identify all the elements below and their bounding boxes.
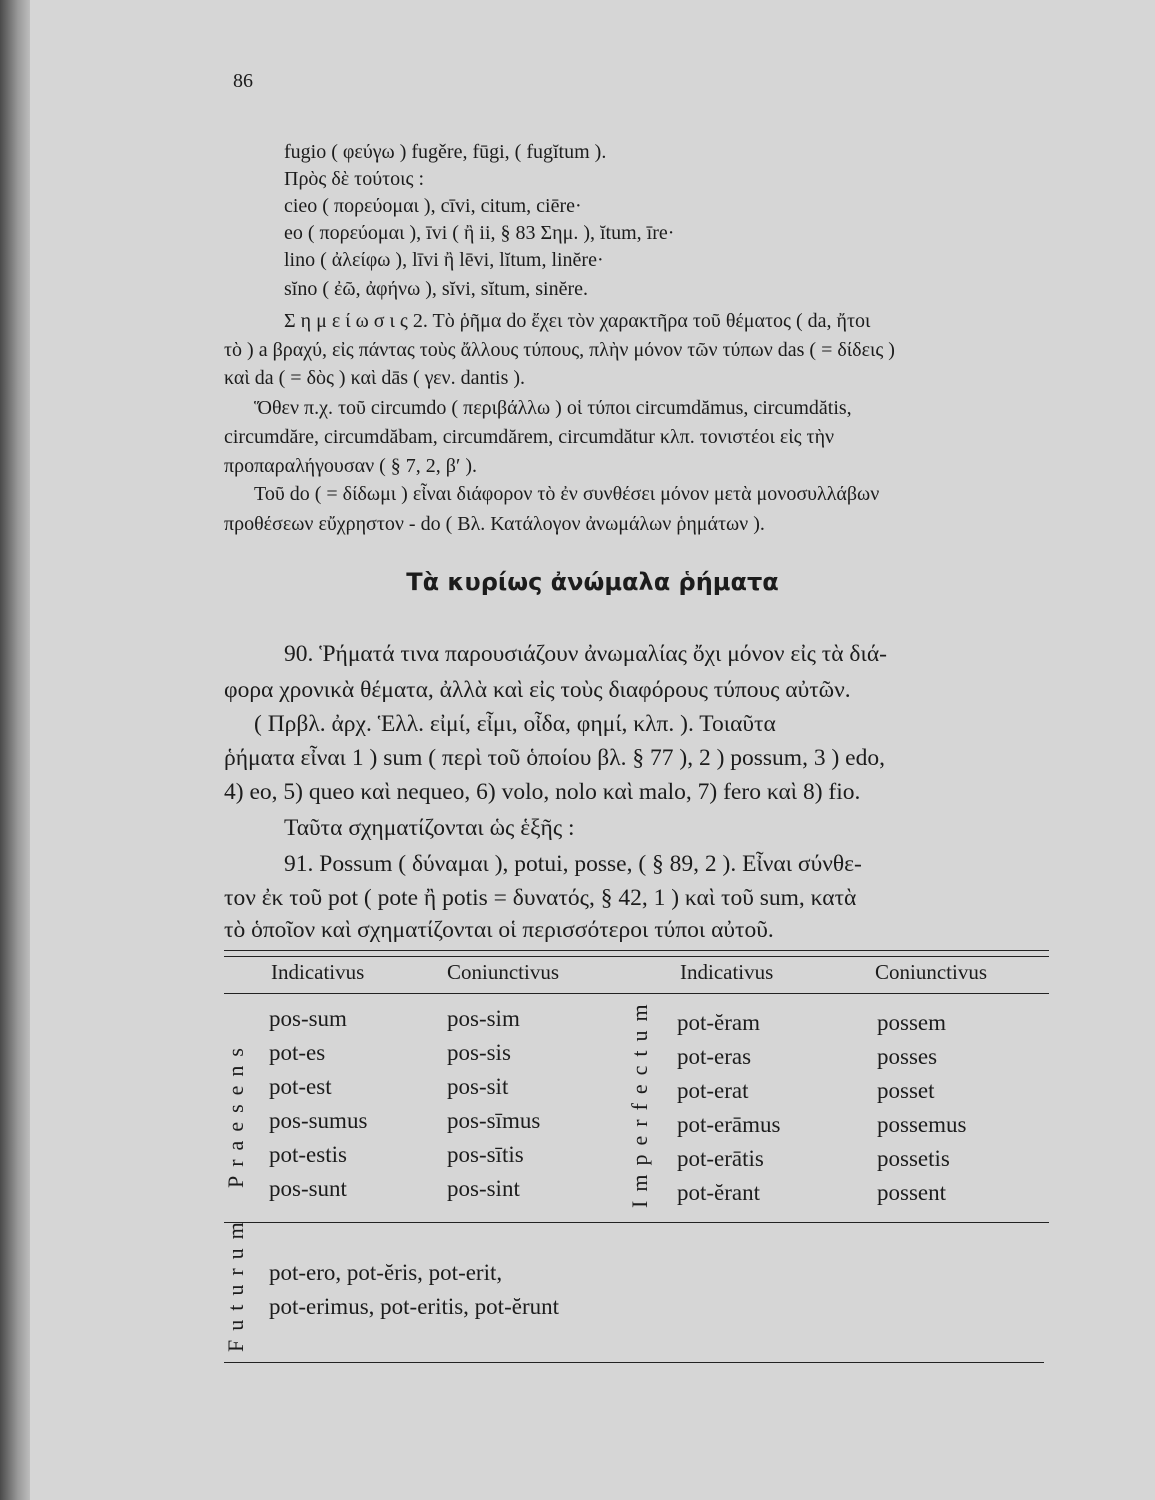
tense-label-imperfectum: Imperfectum xyxy=(627,995,652,1208)
tense-label-praesens: Praesens xyxy=(223,1039,248,1188)
paragraph-line: τὸ ὁποῖον καὶ σχηματίζονται οἱ περισσότεροι τύποι αὐτοῦ. xyxy=(224,917,774,943)
text-line: sĭno ( ἐῶ, ἀφήνω ), sĭvi, sĭtum, sinĕre. xyxy=(284,278,589,300)
note-line: circumdăre, circumdăbam, circumdărem, circumdătur κλπ. τονιστέοι εἰς τὴν xyxy=(224,426,835,448)
table-cell: possemus xyxy=(877,1112,967,1137)
table-cell: pos-sis xyxy=(447,1040,511,1065)
table-cell: pot-es xyxy=(269,1040,326,1065)
table-cell: pot-erāmus xyxy=(677,1112,781,1137)
paragraph-line: ( Πρβλ. ἀρχ. Ἑλλ. εἰμί, εἶμι, οἶδα, φημί, κλπ. ). Τοιαῦτα xyxy=(254,711,776,737)
paragraph-line: Ταῦτα σχηματίζονται ὡς ἑξῆς : xyxy=(284,815,575,841)
table-cell: possem xyxy=(877,1010,946,1035)
table-cell: pot-ĕram xyxy=(677,1010,761,1035)
table-rule-bottom xyxy=(224,1362,1044,1363)
note-line: τὸ ) a βραχύ, εἰς πάντας τοὺς ἄλλους τύπους, πλὴν μόνον τῶν τύπων das ( = δίδεις ) xyxy=(224,339,895,361)
table-cell: pos-sim xyxy=(447,1006,520,1031)
table-cell: pos-sītis xyxy=(447,1142,524,1167)
table-cell: posses xyxy=(877,1044,938,1069)
table-cell: pos-sum xyxy=(269,1006,347,1031)
table-cell: possent xyxy=(877,1180,946,1205)
text-line: cieo ( πορεύομαι ), cīvi, citum, ciēre· xyxy=(284,195,582,217)
table-rule-top xyxy=(224,950,1049,951)
section-heading: Τὰ κυρίως ἀνώμαλα ῥήματα xyxy=(406,568,779,596)
table-cell: pos-sint xyxy=(447,1176,520,1201)
tense-label-futurum: Futurum xyxy=(223,1213,248,1352)
paragraph-line: φορα χρονικὰ θέματα, ἀλλὰ καὶ εἰς τοὺς διαφόρους τύπους αὐτῶν. xyxy=(224,677,851,703)
book-page xyxy=(30,0,1155,1500)
note-line: Ὅθεν π.χ. τοῦ circumdo ( περιβάλλω ) οἱ τύποι circumdămus, circumdătis, xyxy=(254,397,852,419)
text-line: eo ( πορεύομαι ), īvi ( ἢ ii, § 83 Σημ. ), ĭtum, īre· xyxy=(284,222,675,244)
paragraph-line: τον ἐκ τοῦ pot ( pote ἢ potis = δυνατός, § 42, 1 ) καὶ τοῦ sum, κατὰ xyxy=(224,885,857,911)
paragraph-line: ῥήματα εἶναι 1 ) sum ( περὶ τοῦ ὁποίου βλ. § 77 ), 2 ) possum, 3 ) edo, xyxy=(224,745,885,771)
table-rule-top-double xyxy=(224,956,1049,957)
note-line: Σ η μ ε ί ω σ ι ς 2. Τὸ ῥῆμα do ἔχει τὸν χαρακτῆρα τοῦ θέματος ( da, ἤτοι xyxy=(284,310,871,332)
note-line: προπαραλήγουσαν ( § 7, 2, β′ ). xyxy=(224,455,478,477)
table-cell: pos-sīmus xyxy=(447,1108,541,1133)
header-coniunctivus: Coniunctivus xyxy=(875,960,988,984)
table-cell: pot-est xyxy=(269,1074,332,1099)
futurum-line: pot-ero, pot-ĕris, pot-erit, xyxy=(269,1260,503,1285)
header-coniunctivus: Coniunctivus xyxy=(447,960,560,984)
text-line: Πρὸς δὲ τούτοις : xyxy=(284,168,424,190)
note-line: προθέσεων εὔχρηστον - do ( Βλ. Κατάλογον ἀνωμάλων ῥημάτων ). xyxy=(224,513,765,535)
book-spine-shadow xyxy=(0,0,30,1500)
header-indicativus: Indicativus xyxy=(680,960,774,984)
table-cell: pot-erātis xyxy=(677,1146,764,1171)
text-line: lino ( ἀλείφω ), līvi ἢ lēvi, lĭtum, linĕre· xyxy=(284,249,604,271)
table-cell: pos-sunt xyxy=(269,1176,347,1201)
futurum-line: pot-erimus, pot-eritis, pot-ĕrunt xyxy=(269,1294,559,1319)
table-cell: pos-sumus xyxy=(269,1108,368,1133)
table-cell: posset xyxy=(877,1078,935,1103)
paragraph-line: 4) eo, 5) queo καὶ nequeo, 6) volo, nolo καὶ malo, 7) fero καὶ 8) fio. xyxy=(224,779,861,805)
table-rule-header xyxy=(224,993,1049,994)
text-line: fugio ( φεύγω ) fugěre, fūgi, ( fugĭtum ). xyxy=(284,141,607,163)
note-line: καὶ da ( = δὸς ) καὶ dās ( γεν. dantis ). xyxy=(224,367,526,389)
table-cell: pos-sit xyxy=(447,1074,509,1099)
paragraph-line: 91. Possum ( δύναμαι ), potui, posse, ( § 89, 2 ). Εἶναι σύνθε- xyxy=(284,851,862,877)
note-line: Τοῦ do ( = δίδωμι ) εἶναι διάφορον τὸ ἐν συνθέσει μόνον μετὰ μονοσυλλάβων xyxy=(254,483,880,505)
page-number: 86 xyxy=(233,70,253,92)
table-cell: pot-estis xyxy=(269,1142,347,1167)
paragraph-line: 90. Ῥήματά τινα παρουσιάζουν ἀνωμαλίας ὄχι μόνον εἰς τὰ διά- xyxy=(284,641,887,667)
table-cell: pot-ĕrant xyxy=(677,1180,761,1205)
header-indicativus: Indicativus xyxy=(271,960,365,984)
table-rule-middle xyxy=(224,1222,1049,1223)
table-cell: pot-erat xyxy=(677,1078,749,1103)
table-cell: possetis xyxy=(877,1146,950,1171)
table-cell: pot-eras xyxy=(677,1044,752,1069)
